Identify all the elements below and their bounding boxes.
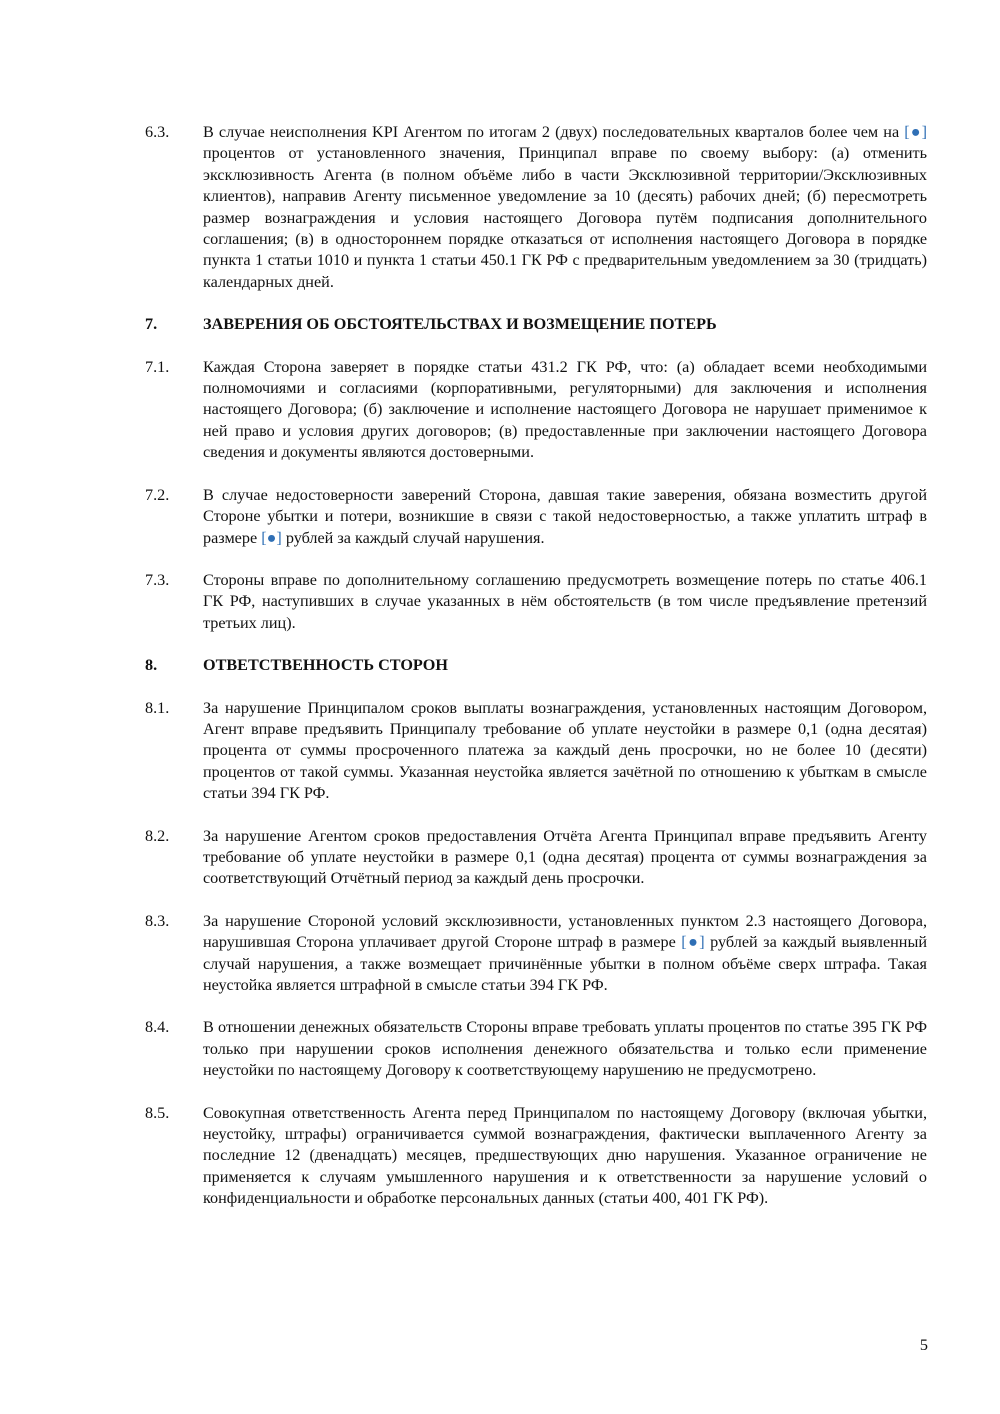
clause-text-part: процентов от установленного значения, Принципал вправе по своему выбору: (а) отменить эксклюзивность Агента (в полном объёме либо в части Эксклюзивной территории/Эксклюзивных клиентов), направив Агенту письменное уведомление за 10 (десять) рабочих дней; (б) пересмотреть размер вознаграждения и условия настоящего Договора путём подписания дополнительного соглашения; (в) в одностороннем порядке отказаться от исполнения настоящего Договора в порядке пункта 1 статьи 1010 и пункта 1 статьи 450.1 ГК РФ с предварительным уведомлением за 30 (тридцать) календарных дней. <box>203 144 927 291</box>
clause-text <box>203 826 927 890</box>
clause-8-5 <box>145 1103 927 1210</box>
clause-8-2 <box>145 826 927 890</box>
clause-text <box>203 1017 927 1081</box>
placeholder-marker: [●] <box>904 123 927 141</box>
clause-7-3 <box>145 570 927 634</box>
clause-number: 7.2. <box>145 485 170 504</box>
clause-8-4 <box>145 1017 927 1081</box>
clause-8-3 <box>145 911 927 997</box>
clause-number: 8.1. <box>145 698 170 717</box>
clause-text-part: Каждая Сторона заверяет в порядке статьи 431.2 ГК РФ, что: (а) обладает всеми необходимыми полномочиями и согласиями (корпоративными, регуляторными) для заключения и исполнения настоящего Договора; (б) заключение и исполнение настоящего Договора не нарушает применимое к ней право и условия других договоров; (в) предоставленные при заключении настоящего Договора сведения и документы являются достоверными. <box>203 357 927 462</box>
clause-number: 7.1. <box>145 357 170 376</box>
page-number: 5 <box>919 1336 928 1354</box>
clause-text-part: В отношении денежных обязательств Стороны вправе требовать уплаты процентов по статье 395 ГК РФ только при нарушении сроков исполнения денежного обязательства и только если применение неустойки по настоящему Договору к соответствующему нарушению не предусмотрено. <box>203 1018 927 1080</box>
clause-text-part: рублей за каждый случай нарушения. <box>281 528 545 547</box>
clause-text <box>203 698 927 805</box>
clause-text <box>203 122 927 293</box>
clause-number: 7.3. <box>145 570 170 589</box>
clause-text-part: В случае недостоверности заверений Сторона, давшая такие заверения, обязана возместить другой Стороне убытки и потери, возникшие в связи с такой недостоверностью, а также уплатить штраф в размере <box>203 485 927 547</box>
document-body <box>145 122 927 1231</box>
clause-text <box>203 570 927 634</box>
clause-8-1 <box>145 698 927 805</box>
section-heading-7 <box>145 314 927 335</box>
clause-text <box>203 911 927 997</box>
placeholder-marker: [●] <box>261 528 282 547</box>
clause-text-part: За нарушение Принципалом сроков выплаты вознаграждения, установленных настоящим Договором, Агент вправе предъявить Принципалу требование об уплате неустойки в размере 0,1 (одна десятая) процента от суммы просроченного платежа за каждый день просрочки, но не более 10 (десяти) процентов от такой суммы. Указанная неустойка является зачётной по отношению к убыткам в смысле статьи 394 ГК РФ. <box>203 698 927 803</box>
clause-number: 8.2. <box>145 826 170 845</box>
clause-text-part: Стороны вправе по дополнительному соглашению предусмотреть возмещение потерь по статье 406.1 ГК РФ, наступивших в случае указанных в нём обстоятельств (в том числе предъявление претензий третьих лиц). <box>203 570 927 632</box>
clause-text-part: В случае неисполнения KPI Агентом по итогам 2 (двух) последовательных кварталов более чем на <box>203 123 905 141</box>
clause-number: 8.3. <box>145 911 170 930</box>
clause-text <box>203 357 927 464</box>
clause-text <box>203 1103 927 1210</box>
section-heading-8 <box>145 655 927 676</box>
placeholder-marker: [●] <box>681 933 705 952</box>
clause-7-2 <box>145 485 927 549</box>
clause-text-part: Совокупная ответственность Агента перед Принципалом по настоящему Договору (включая убытки, неустойку, штрафы) ограничивается суммой вознаграждения, фактически выплаченного Агенту за последние 12 (двенадцать) месяцев, предшествующих дню нарушения. Указанное ограничение не применяется к случаям умышленного нарушения и к ответственности за нарушение условий о конфиденциальности и обработке персональных данных (статьи 400, 401 ГК РФ). <box>203 1103 927 1208</box>
section-title: ОТВЕТСТВЕННОСТЬ СТОРОН <box>203 656 448 675</box>
clause-text <box>203 485 927 549</box>
clause-number: 8.4. <box>145 1018 170 1037</box>
clause-number: 6.3. <box>145 123 170 141</box>
clause-7-1 <box>145 357 927 464</box>
section-number: 7. <box>145 315 158 334</box>
clause-text-part: За нарушение Стороной условий эксклюзивности, установленных пунктом 2.3 настоящего Договора, нарушившая Сторона уплачивает другой Стороне штраф в размере <box>203 911 927 952</box>
clause-text-part: рублей за каждый выявленный случай нарушения, а также возмещает причинённые убытки в полном объёме сверх штрафа. Такая неустойка является штрафной в смысле статьи 394 ГК РФ. <box>203 933 927 994</box>
clause-6-3 <box>145 122 927 293</box>
section-number: 8. <box>145 656 158 675</box>
section-title: ЗАВЕРЕНИЯ ОБ ОБСТОЯТЕЛЬСТВАХ И ВОЗМЕЩЕНИЕ ПОТЕРЬ <box>203 315 717 334</box>
clause-text-part: За нарушение Агентом сроков предоставления Отчёта Агента Принципал вправе предъявить Агенту требование об уплате неустойки в размере 0,1 (одна десятая) процента от суммы вознаграждения за соответствующий Отчётный период за каждый день просрочки. <box>203 826 927 888</box>
clause-number: 8.5. <box>145 1103 170 1122</box>
